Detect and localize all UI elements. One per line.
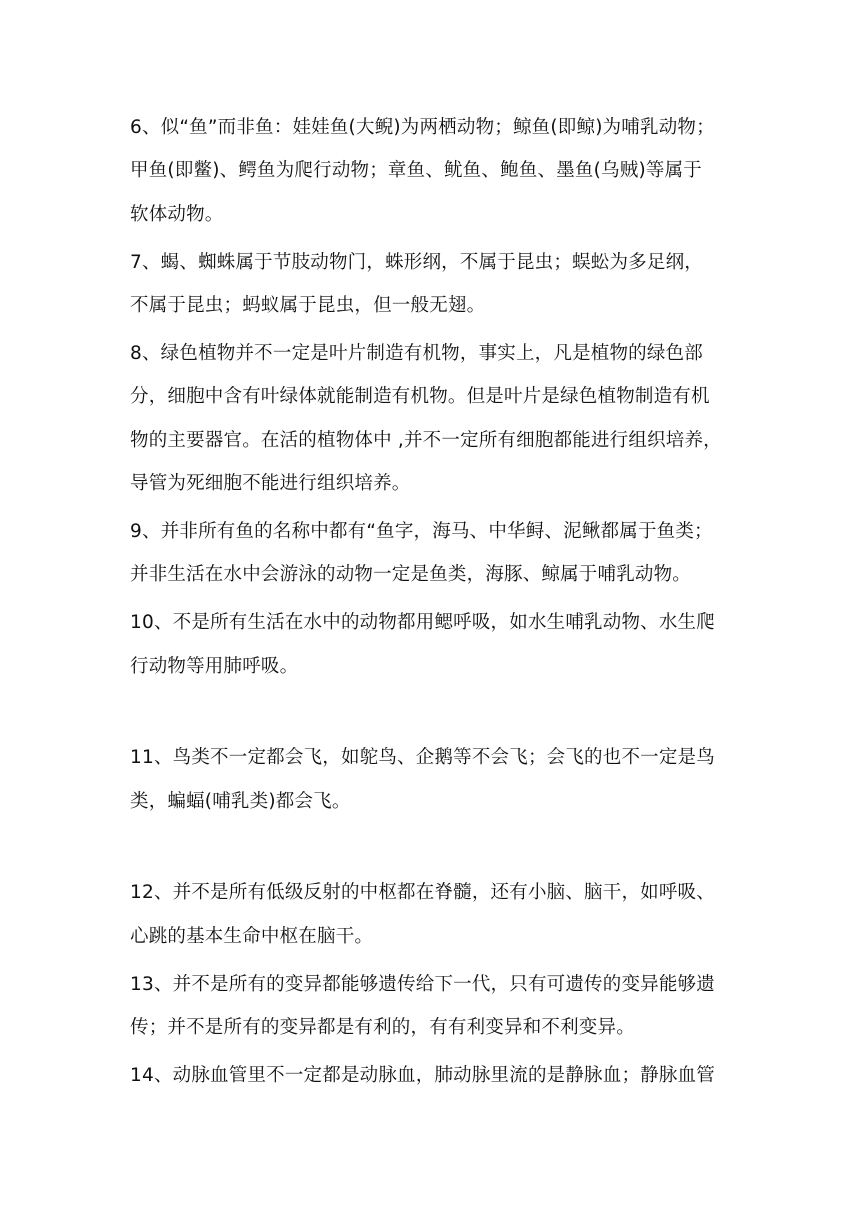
text-line: 11、鸟类不一定都会飞，如鸵鸟、企鹅等不会飞；会飞的也不一定是鸟 — [130, 747, 715, 768]
text-line: 类，蝙蝠(哺乳类)都会飞。 — [130, 791, 351, 812]
text-line: 并非生活在水中会游泳的动物一定是鱼类，海豚、鲸属于哺乳动物。 — [130, 564, 692, 585]
text-line: 传；并不是所有的变异都是有利的，有有利变异和不利变异。 — [130, 1017, 635, 1038]
text-line: 13、并不是所有的变异都能够遗传给下一代，只有可遗传的变异能够遗 — [130, 974, 715, 995]
text-line: 心跳的基本生命中枢在脑干。 — [130, 926, 374, 947]
text-line: 分，细胞中含有叶绿体就能制造有机物。但是叶片是绿色植物制造有机 — [130, 386, 710, 407]
text-line: 甲鱼(即鳖)、鳄鱼为爬行动物；章鱼、鱿鱼、鲍鱼、墨鱼(乌贼)等属于 — [130, 160, 702, 181]
text-line: 导管为死细胞不能进行组织培养。 — [130, 473, 411, 494]
text-line: 行动物等用肺呼吸。 — [130, 656, 299, 677]
text-line: 物的主要器官。在活的植物体中 ,并不一定所有细胞都能进行组织培养， — [130, 430, 722, 451]
text-line: 7、蝎、蜘蛛属于节肢动物门，蛛形纲，不属于昆虫；蜈蚣为多足纲， — [130, 252, 703, 273]
text-line: 软体动物。 — [130, 204, 224, 225]
text-line: 6、似“鱼”而非鱼：娃娃鱼(大鲵)为两栖动物；鲸鱼(即鲸)为哺乳动物； — [130, 117, 715, 138]
text-line: 8、绿色植物并不一定是叶片制造有机物，事实上，凡是植物的绿色部 — [130, 343, 703, 364]
text-line: 不属于昆虫；蚂蚁属于昆虫，但一般无翅。 — [130, 295, 486, 316]
text-line: 12、并不是所有低级反射的中枢都在脊髓，还有小脑、脑干，如呼吸、 — [130, 882, 715, 903]
text-line: 10、不是所有生活在水中的动物都用鳃呼吸，如水生哺乳动物、水生爬 — [130, 612, 715, 633]
text-line: 14、动脉血管里不一定都是动脉血，肺动脉里流的是静脉血；静脉血管 — [130, 1065, 715, 1086]
text-line: 9、并非所有鱼的名称中都有“鱼字，海马、中华鲟、泥鳅都属于鱼类； — [130, 521, 713, 542]
